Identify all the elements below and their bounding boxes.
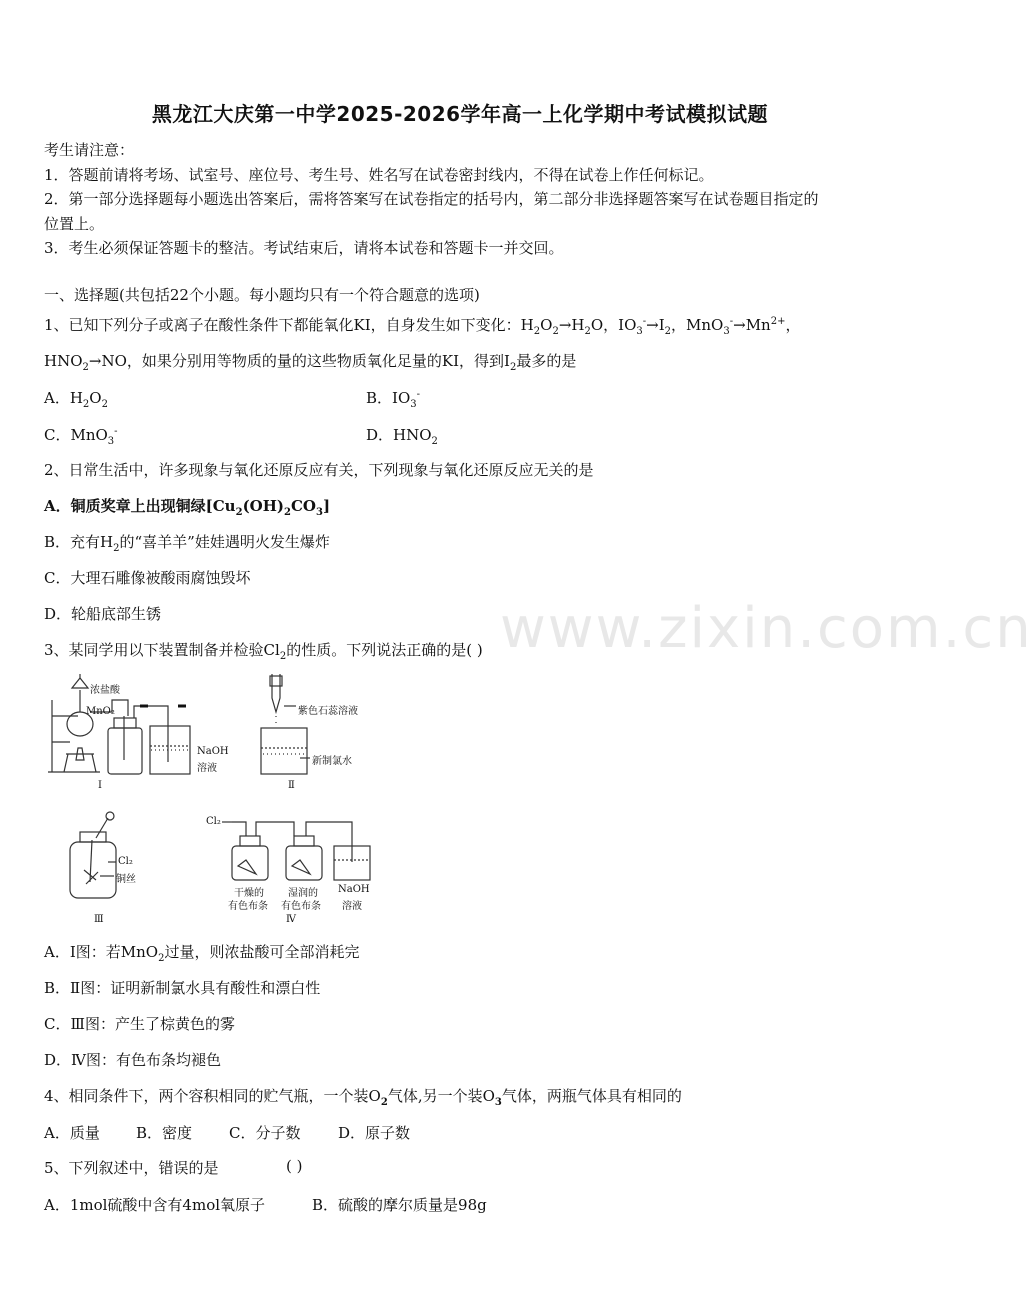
question-4-stem: 4、相同条件下，两个容积相同的贮气瓶，一个装$O_2$气体,另一个装$O_3$气体，两瓶气体具有相同的 [44, 1087, 682, 1108]
q3-option-d[interactable]: D．Ⅳ图：有色布条均褪色 [44, 1051, 222, 1069]
q2-option-a[interactable]: A．铜质奖章上出现铜绿$[Cu_2(OH)_2CO_3]$ [44, 497, 331, 518]
label-copper-wire: 铜丝 [116, 874, 136, 885]
q4-option-a[interactable]: A．质量 [44, 1124, 100, 1142]
q1-option-b[interactable]: B．$IO_3^-$ [366, 389, 421, 410]
q4-option-b[interactable]: B．密度 [136, 1124, 193, 1142]
label-dry: 干燥的 [234, 888, 264, 899]
notice-item: 位置上。 [44, 215, 105, 233]
figure-iii-apparatus [70, 812, 116, 898]
label-solution-2: 溶液 [342, 901, 362, 912]
caption-fig-3: Ⅲ [94, 914, 104, 925]
q2-option-d[interactable]: D．轮船底部生锈 [44, 605, 162, 623]
q2-option-b[interactable]: B．充有$H_2$的“喜羊羊”娃娃遇明火发生爆炸 [44, 533, 330, 554]
label-naoh-2: NaOH [338, 884, 370, 895]
q4-option-d[interactable]: D．原子数 [338, 1124, 411, 1142]
page-title: 黑龙江大庆第一中学2025-2026学年高一上化学期中考试模拟试题 [151, 102, 769, 126]
label-litmus: 紫色石蕊溶液 [298, 706, 358, 717]
answer-paren: ( ) [286, 1157, 303, 1175]
q4-option-c[interactable]: C．分子数 [229, 1124, 301, 1142]
label-colored-strip-1: 有色布条 [228, 901, 268, 912]
figure-iv-apparatus [222, 822, 370, 880]
notice-item: 2．第一部分选择题每小题选出答案后，需将答案写在试卷指定的括号内，第二部分非选择题答案写在试卷题目指定的 [44, 190, 819, 208]
q3-option-c[interactable]: C．Ⅲ图：产生了棕黄色的雾 [44, 1015, 235, 1033]
label-wet: 湿润的 [288, 888, 318, 899]
notice-item: 1．答题前请将考场、试室号、座位号、考生号、姓名写在试卷密封线内，不得在试卷上作任何标记。 [44, 166, 714, 184]
label-cl2: Cl₂ [118, 856, 133, 867]
q2-option-c[interactable]: C．大理石雕像被酸雨腐蚀毁坏 [44, 569, 251, 587]
label-cl2-inlet: Cl₂ [206, 816, 221, 827]
caption-fig-2: Ⅱ [288, 780, 295, 791]
label-naoh: NaOH [197, 746, 229, 757]
q1-option-d[interactable]: D．$HNO_2$ [366, 426, 438, 447]
label-mno2: MnO₂ [86, 706, 115, 717]
label-colored-strip-2: 有色布条 [281, 901, 321, 912]
caption-fig-4: Ⅳ [286, 914, 296, 925]
figure-ii-apparatus [261, 674, 310, 774]
q3-option-a[interactable]: A．Ⅰ图：若MnO$_2$过量，则浓盐酸可全部消耗完 [44, 943, 360, 964]
caption-fig-1: Ⅰ [98, 780, 102, 791]
section-heading: 一、选择题(共包括22个小题。每小题均只有一个符合题意的选项) [44, 286, 480, 304]
q5-option-b[interactable]: B．硫酸的摩尔质量是98g [312, 1196, 487, 1214]
q1-option-c[interactable]: C．MnO$_3$- [44, 426, 118, 447]
label-conc-hcl: 浓盐酸 [90, 685, 120, 696]
q3-option-b[interactable]: B．Ⅱ图：证明新制氯水具有酸性和漂白性 [44, 979, 321, 997]
question-3-stem: 3、某同学用以下装置制备并检验$Cl_2$的性质。下列说法正确的是( ) [44, 641, 483, 662]
question-2-stem: 2、日常生活中，许多现象与氧化还原反应有关，下列现象与氧化还原反应无关的是 [44, 461, 594, 479]
label-solution: 溶液 [197, 763, 217, 774]
q1-option-a[interactable]: A．$H_2O_2$ [44, 389, 108, 410]
question-1-line-1: 1、已知下列分子或离子在酸性条件下都能氧化KI，自身发生如下变化：$H_2O_2\to H_2O$，$IO_3^-\to I_2$，$MnO_3^-\to Mn^{2+}$， [44, 316, 801, 337]
question-1-line-2: $HNO_2\to NO$，如果分别用等物质的量的这些物质氧化足量的KI，得到$I_2$最多的是 [44, 352, 577, 373]
q5-option-a[interactable]: A．1mol硫酸中含有4mol氧原子 [44, 1196, 266, 1214]
notice-heading: 考生请注意： [44, 141, 135, 159]
label-chlorine-water: 新制氯水 [312, 756, 352, 767]
question-5-stem: 5、下列叙述中，错误的是 [44, 1159, 219, 1177]
watermark: www.zixin.com.cn [500, 596, 1033, 661]
notice-item: 3．考生必须保证答题卡的整洁。考试结束后，请将本试卷和答题卡一并交回。 [44, 239, 564, 257]
